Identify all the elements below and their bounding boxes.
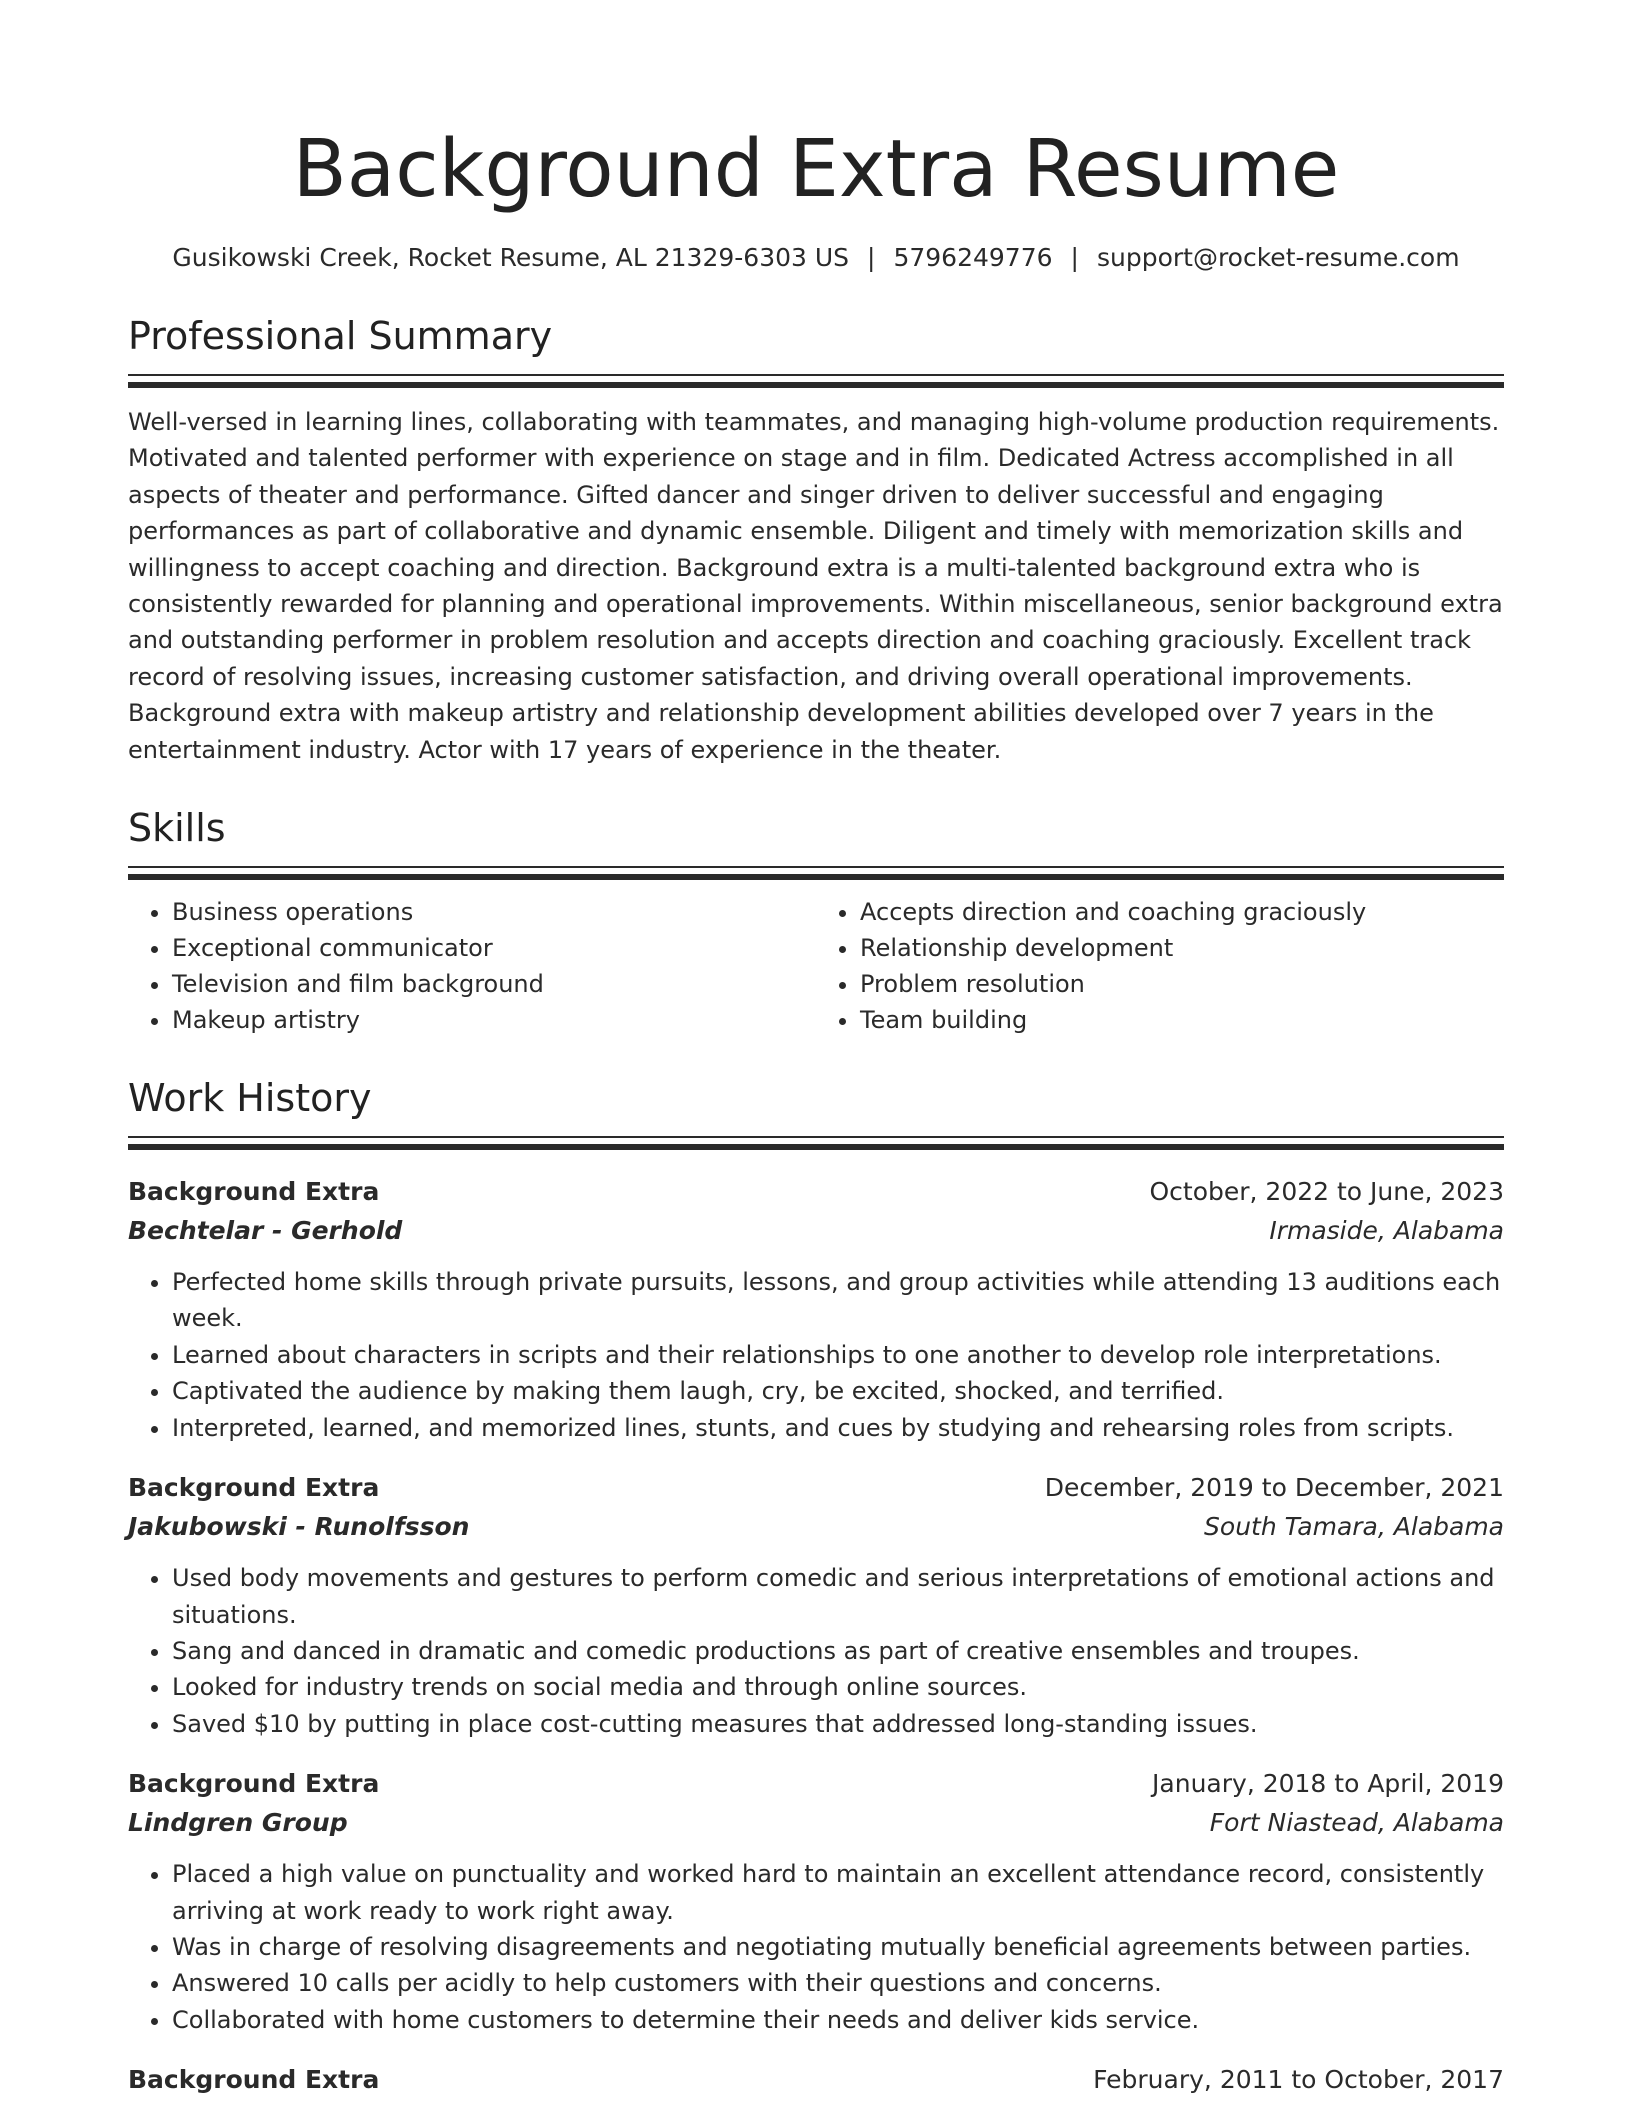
job-bullets <box>128 1264 1504 1446</box>
job-bullet: • Learned about characters in scripts and their relationships to one another to develop role interpretations. <box>172 1337 1504 1373</box>
contact-line <box>128 240 1504 276</box>
job-title: Background Extra <box>128 1177 380 1207</box>
job-company: Jakubowski - Runolfsson <box>128 1512 470 1542</box>
job-header-row <box>128 1172 1504 1211</box>
job-bullet: • Was in charge of resolving disagreements and negotiating mutually beneficial agreements between parties. <box>172 1929 1504 1965</box>
skill-item: • Relationship development <box>860 930 1504 966</box>
job-bullet: • Placed a high value on punctuality and worked hard to maintain an excellent attendance record, consistently arriving at work ready to work right away. <box>172 1856 1504 1929</box>
job-bullet: • Saved $10 by putting in place cost-cutting measures that addressed long-standing issues. <box>172 1706 1504 1742</box>
section-heading: Professional Summary <box>128 314 553 358</box>
job-location: Fort Niastead, Alabama <box>1209 1808 1504 1838</box>
section-divider-thick <box>128 1144 1504 1150</box>
job-company-row <box>128 1211 1504 1250</box>
skill-item: • Team building <box>860 1002 1504 1038</box>
section-divider-thick <box>128 382 1504 388</box>
job-entry <box>128 1172 1504 1446</box>
contact-address: Gusikowski Creek, Rocket Resume, AL 21329-6303 US <box>172 243 850 272</box>
job-entry <box>128 1764 1504 2038</box>
job-company-row <box>128 1507 1504 1546</box>
skills-list-right <box>816 894 1504 1038</box>
job-bullet: • Answered 10 calls per acidly to help customers with their questions and concerns. <box>172 1965 1504 2001</box>
skill-item: • Television and film background <box>172 966 816 1002</box>
section-divider-thick <box>128 874 1504 880</box>
skill-item: • Exceptional communicator <box>172 930 816 966</box>
contact-separator: | <box>1070 243 1079 272</box>
section-divider-thin <box>128 866 1504 868</box>
job-header-row <box>128 2060 1504 2099</box>
job-title: Background Extra <box>128 1769 380 1799</box>
job-dates: December, 2019 to December, 2021 <box>1044 1473 1504 1503</box>
job-bullet: • Looked for industry trends on social media and through online sources. <box>172 1669 1504 1705</box>
contact-email: support@rocket-resume.com <box>1096 243 1460 272</box>
job-company: Lindgren Group <box>128 1808 348 1838</box>
summary-section <box>128 310 1504 768</box>
contact-phone: 5796249776 <box>893 243 1053 272</box>
job-dates: October, 2022 to June, 2023 <box>1149 1177 1504 1207</box>
section-divider-thin <box>128 374 1504 376</box>
job-bullets <box>128 1560 1504 1742</box>
job-header-row <box>128 1468 1504 1507</box>
job-title: Background Extra <box>128 1473 380 1503</box>
contact-separator: | <box>867 243 876 272</box>
job-bullet: • Interpreted, learned, and memorized lines, stunts, and cues by studying and rehearsing roles from scripts. <box>172 1410 1504 1446</box>
skill-item: • Accepts direction and coaching graciously <box>860 894 1504 930</box>
skill-item: • Problem resolution <box>860 966 1504 1002</box>
skills-section <box>128 802 1504 1038</box>
skill-item: • Business operations <box>172 894 816 930</box>
section-divider-thin <box>128 1136 1504 1138</box>
work-history-section <box>128 1072 1504 2099</box>
section-heading: Work History <box>128 1076 372 1121</box>
job-bullet: • Sang and danced in dramatic and comedic productions as part of creative ensembles and troupes. <box>172 1633 1504 1669</box>
job-location: South Tamara, Alabama <box>1204 1512 1504 1542</box>
resume-title: Background Extra Resume <box>292 123 1340 215</box>
job-dates: February, 2011 to October, 2017 <box>1093 2065 1504 2095</box>
job-company-row <box>128 1803 1504 1842</box>
job-bullet: • Collaborated with home customers to determine their needs and deliver kids service. <box>172 2002 1504 2038</box>
job-location: Irmaside, Alabama <box>1269 1216 1504 1246</box>
job-dates: January, 2018 to April, 2019 <box>1152 1769 1504 1799</box>
skill-item: • Makeup artistry <box>172 1002 816 1038</box>
summary-text: Well-versed in learning lines, collaborating with teammates, and managing high-volume production requirements. Motivated and talented performer with experience on stage and in film. Dedicated Actress accomplished in all aspects of theater and performance. Gifted dancer and singer driven to deliver successful and engaging performances as part of collaborative and dynamic ensemble. Diligent and timely with memorization skills and willingness to accept coaching and direction. Background extra is a multi-talented background extra who is consistently rewarded for planning and operational improvements. Within miscellaneous, senior background extra and outstanding performer in problem resolution and accepts direction and coaching graciously. Excellent track record of resolving issues, increasing customer satisfaction, and driving overall operational improvements. Background extra with makeup artistry and relationship development abilities developed over 7 years in the entertainment industry. Actor with 17 years of experience in the theater. <box>128 408 1503 764</box>
job-title: Background Extra <box>128 2065 380 2095</box>
job-entry <box>128 2060 1504 2099</box>
job-bullet: • Perfected home skills through private pursuits, lessons, and group activities while attending 13 auditions each week. <box>172 1264 1504 1337</box>
job-bullet: • Used body movements and gestures to perform comedic and serious interpretations of emotional actions and situations. <box>172 1560 1504 1633</box>
job-header-row <box>128 1764 1504 1803</box>
skills-list-left <box>128 894 816 1038</box>
job-bullets <box>128 1856 1504 2038</box>
section-heading: Skills <box>128 806 226 851</box>
job-bullet: • Captivated the audience by making them laugh, cry, be excited, shocked, and terrified. <box>172 1373 1504 1409</box>
job-entry <box>128 1468 1504 1742</box>
job-company: Bechtelar - Gerhold <box>128 1216 403 1246</box>
skills-columns <box>128 894 1504 1038</box>
